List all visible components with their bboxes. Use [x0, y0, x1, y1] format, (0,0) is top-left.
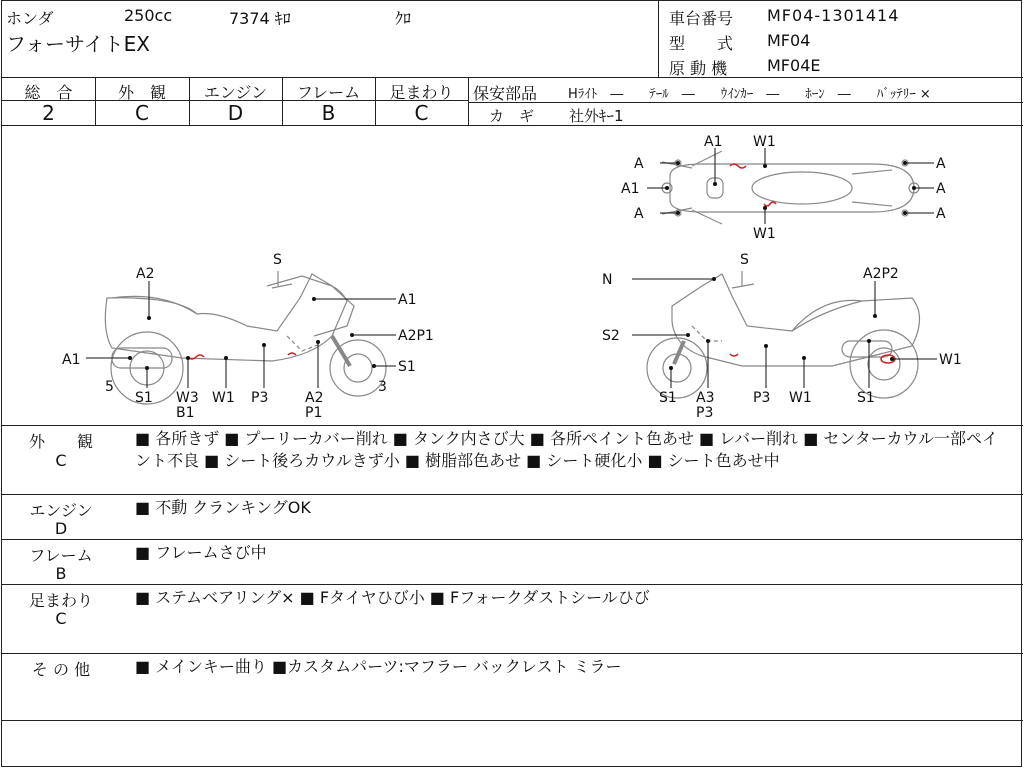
mark-left-a2: A2	[136, 266, 155, 282]
mark-right-n: N	[602, 272, 613, 288]
inspection-sheet	[1, 0, 1022, 767]
safety-label: 保安部品	[473, 84, 538, 103]
mark-left-a1-top: A1	[398, 292, 417, 308]
mark-top-a-right-1: A	[936, 156, 946, 172]
mark-right-s: S	[740, 252, 749, 268]
section-frame-text: ■ フレームさび中	[135, 543, 267, 562]
model-name: フォーサイトEX	[6, 32, 150, 56]
type-value: MF04	[767, 31, 811, 50]
section-engine-label: エンジン	[29, 501, 93, 520]
mark-left-p1: P1	[305, 405, 323, 421]
section-suspension-text: ■ ステムベアリング× ■ Fタイヤひび小 ■ Fフォークダストシールひび	[135, 588, 650, 607]
mark-top-a-left-1: A	[634, 156, 644, 172]
grade-exterior-label: 外 観	[117, 83, 166, 102]
section-suspension-grade: C	[55, 609, 67, 628]
key-value: 社外ｷｰ1	[569, 107, 624, 125]
mark-right-w1-side: W1	[939, 352, 962, 368]
section-engine-text: ■ 不動 クランキングOK	[135, 498, 311, 517]
grade-frame-value: B	[321, 101, 336, 125]
engine-model-value: MF04E	[767, 56, 821, 75]
mark-left-w1: W1	[212, 390, 235, 406]
safety-items: Hﾗｲﾄ ― ﾃｰﾙ ― ｳｲﾝｶｰ ― ﾎｰﾝ ― ﾊﾞｯﾃﾘｰ ×	[568, 87, 931, 102]
mark-left-a2p1: A2P1	[398, 328, 434, 344]
mark-left-a2-bottom: A2	[305, 390, 324, 406]
mark-left-p3: P3	[251, 390, 269, 406]
section-frame-grade: B	[55, 564, 67, 583]
mark-top-w1-bottom: W1	[753, 226, 776, 242]
damage-marks	[188, 164, 895, 363]
section-other-label: そ の 他	[31, 660, 91, 679]
mark-right-s1-b: S1	[857, 390, 875, 406]
mark-top-w1-top: W1	[753, 134, 776, 150]
frame-no: MF04-1301414	[767, 6, 900, 25]
frame-no-label: 車台番号	[669, 9, 734, 28]
grade-exterior-value: C	[135, 101, 149, 125]
mark-top-a-right-2: A	[936, 181, 946, 197]
grade-overall-label: 総 合	[24, 83, 73, 102]
mark-top-a-right-3: A	[936, 206, 946, 222]
engine-model-label: 原 動 機	[669, 59, 728, 78]
mark-top-a1-top: A1	[704, 134, 723, 150]
type-label: 型 式	[669, 34, 734, 53]
mark-right-s1: S1	[659, 390, 677, 406]
section-other-text: ■ メインキー曲り ■カスタムパーツ:マフラー バックレスト ミラー	[135, 657, 622, 676]
section-exterior-grade: C	[55, 451, 67, 470]
mark-right-p3-a: P3	[696, 405, 714, 421]
section-frame-label: フレーム	[29, 546, 93, 565]
key-label: カ ギ	[489, 107, 535, 125]
grade-frame-label: フレーム	[296, 83, 361, 102]
mark-left-b1: B1	[176, 405, 195, 421]
grade-engine-value: D	[227, 101, 244, 125]
mark-right-a2p2: A2P2	[863, 266, 899, 282]
mark-left-a1-side: A1	[62, 352, 81, 368]
section-exterior-label: 外 観	[28, 432, 93, 451]
grade-engine-label: エンジン	[203, 83, 268, 102]
mark-left-five: 5	[105, 379, 114, 395]
mark-top-a-left-2: A	[634, 206, 644, 222]
damage-diagram	[2, 126, 1022, 426]
mark-right-s2: S2	[602, 328, 620, 344]
mark-left-s: S	[273, 252, 282, 268]
mark-top-a1-left: A1	[621, 181, 640, 197]
mark-left-s1-bottom: S1	[135, 390, 153, 406]
grade-suspension-value: C	[414, 101, 429, 125]
mark-left-w3: W3	[176, 390, 199, 406]
mark-right-p3-b: P3	[753, 390, 771, 406]
section-exterior-text: ■ 各所きず ■ プーリーカバー削れ ■ タンク内さび大 ■ 各所ペイント色あせ ■ レバー削れ ■ センターカウル一部ペイント不良 ■ シート後ろカウルきず小 ■ 樹脂部色あせ ■ シート硬化小 ■ シート色あせ中	[135, 429, 998, 470]
mark-left-s1-right: S1	[398, 359, 416, 375]
grade-overall-value: 2	[42, 101, 55, 125]
section-engine-grade: D	[54, 519, 68, 538]
section-suspension-label: 足まわり	[28, 591, 93, 610]
top-view-scooter	[662, 151, 919, 224]
mileage: 7374 ｷﾛ	[229, 9, 291, 28]
displacement: 250cc	[124, 6, 173, 25]
mark-right-a3: A3	[696, 390, 715, 406]
color: ｸﾛ	[395, 9, 412, 28]
mark-left-three: 3	[378, 379, 387, 395]
grade-suspension-label: 足まわり	[389, 83, 454, 102]
mark-right-w1-bottom: W1	[789, 390, 812, 406]
maker: ホンダ	[6, 9, 54, 28]
